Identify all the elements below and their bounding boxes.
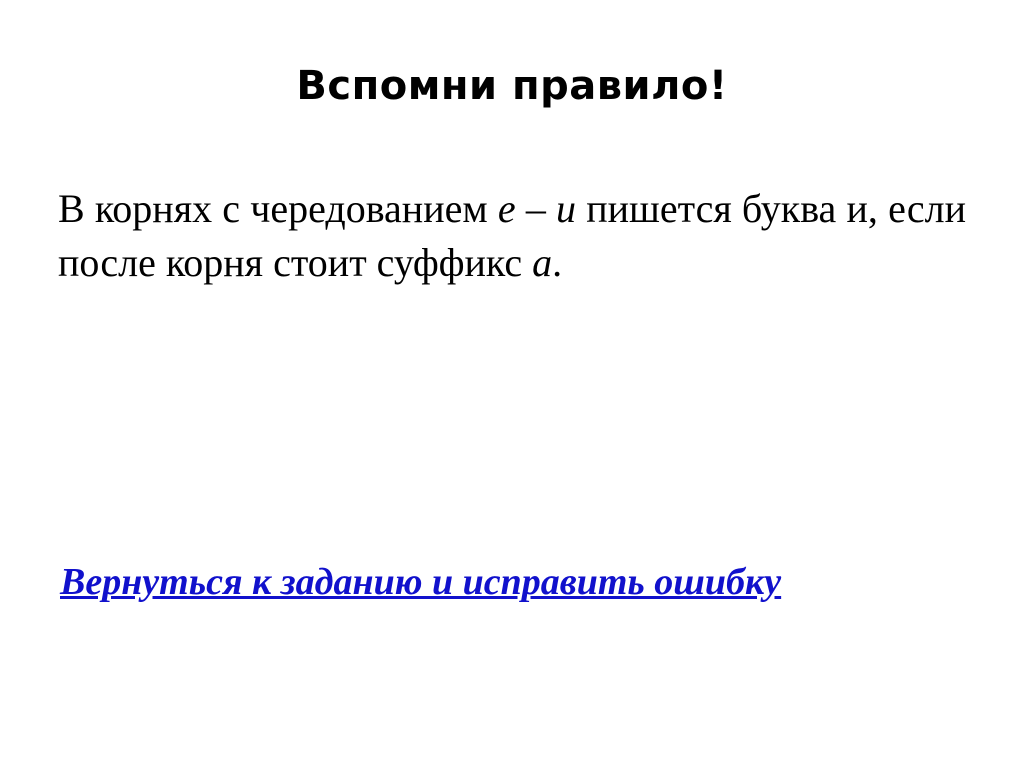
rule-text — [58, 182, 966, 291]
rule-text-part3: . — [552, 240, 563, 286]
rule-text-suffix: а — [532, 240, 553, 286]
page-title: Вспомни правило! — [296, 63, 728, 109]
rule-text-part2: пишется буква и, если после корня стоит суффикс — [58, 186, 966, 286]
rule-text-part1: В корнях с чередованием — [58, 186, 498, 231]
back-to-task-link[interactable]: Вернуться к заданию и исправить ошибку — [60, 561, 782, 603]
rule-text-letters: е – и — [497, 186, 577, 231]
